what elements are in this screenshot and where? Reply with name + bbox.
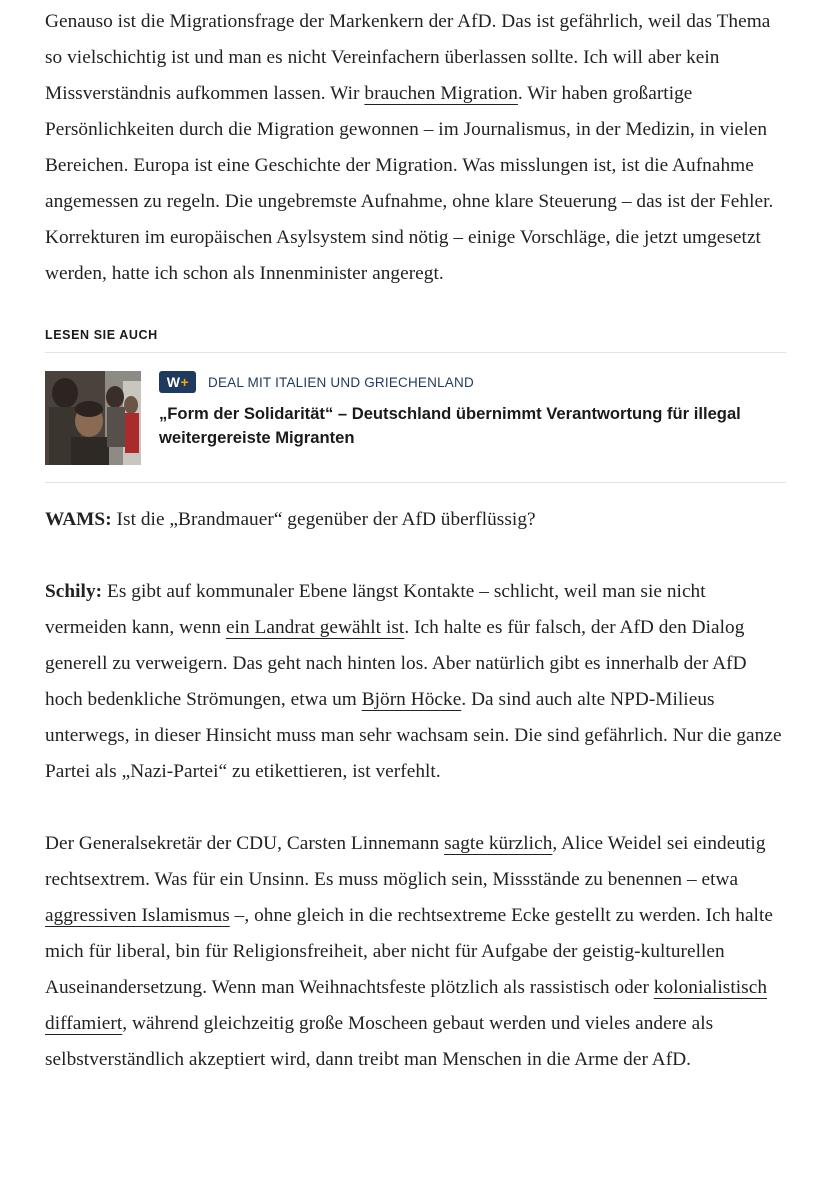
related-article-text bbox=[159, 371, 759, 449]
related-articles bbox=[45, 325, 786, 483]
related-article-card[interactable] bbox=[45, 352, 786, 483]
spacer bbox=[45, 538, 786, 574]
text: . Ich halte es für falsch, der AfD den Dialog generell zu verweigern. Das geht nach hinten los. Aber natürlich gibt es innerhalb der AfD hoch bedenkliche Strömungen, etwa um bbox=[45, 617, 747, 710]
speaker-label: Schily: bbox=[45, 581, 103, 602]
badge-plus: + bbox=[180, 374, 189, 390]
text: . Da sind auch alte NPD-Milieus unterwegs, in dieser Hinsicht muss man sehr wachsam sein. Die sind gefährlich. Nur die ganze Partei als „Nazi-Partei“ zu etikettieren, ist verfehlt. bbox=[45, 689, 782, 782]
text: . Wir haben großartige Persönlichkeiten durch die Migration gewonnen – im Journalismus, in der Medizin, in vielen Bereichen. Europa ist eine Geschichte der Migration. Was misslungen ist, ist die Aufnahme angemessen zu regeln. Die ungebremste Aufnahme, ohne klare Steuerung – das ist der Fehler. Korrekturen im europäischen Asylsystem sind nötig – einige Vorschläge, die jetzt umgesetzt werden, hatte ich schon als Innenminister angeregt. bbox=[45, 83, 774, 284]
badge-letter: W bbox=[166, 374, 180, 390]
paragraph-linnemann bbox=[45, 826, 786, 1078]
related-kicker-row bbox=[159, 371, 759, 393]
text: , während gleichzeitig große Moscheen gebaut werden und vieles andere als selbstverständlich akzeptiert wird, dann treibt man Menschen in die Arme der AfD. bbox=[45, 1013, 714, 1070]
link-sagte-kuerzlich[interactable]: sagte kürzlich bbox=[444, 833, 553, 854]
welt-plus-badge bbox=[159, 371, 196, 393]
text: –, ohne gleich in die rechtsextreme Ecke gestellt zu werden. Ich halte mich für liberal, bin für Religionsfreiheit, aber nicht für Aufgabe der geistig-kulturellen Auseinandersetzung. Wenn man Weihnachtsfeste plötzlich als rassistisch oder bbox=[45, 905, 773, 998]
related-label: LESEN SIE AUCH bbox=[45, 328, 158, 342]
text: Es gibt auf kommunaler Ebene längst Kontakte – schlicht, weil man sie nicht vermeiden kann, wenn bbox=[45, 581, 706, 638]
text: Genauso ist die Migrationsfrage der Markenkern der AfD. Das ist gefährlich, weil das Thema so vielschichtig ist und man es nicht Vereinfachern überlassen sollte. Ich will aber kein Missverständnis aufkommen lassen. Wir bbox=[45, 11, 771, 104]
link-landrat-gewaehlt[interactable]: ein Landrat gewählt ist bbox=[225, 617, 405, 638]
speaker-label: WAMS: bbox=[45, 509, 112, 530]
related-article-title-link[interactable]: „Form der Solidarität“ – Deutschland übernimmt Verantwortung für illegal weitergereiste Migranten bbox=[159, 404, 741, 447]
link-kolonialistisch-diffamiert[interactable]: kolonialistisch diffamiert bbox=[45, 977, 768, 1034]
paragraph-migration bbox=[45, 4, 786, 292]
link-bjoern-hoecke[interactable]: Björn Höcke bbox=[361, 689, 462, 710]
migrants-photo-image bbox=[45, 371, 141, 465]
related-kicker: DEAL MIT ITALIEN UND GRIECHENLAND bbox=[208, 374, 474, 390]
text: , Alice Weidel sei eindeutig rechtsextrem. Was für ein Unsinn. Es muss möglich sein, Missstände zu benennen – etwa bbox=[45, 833, 766, 890]
text: Der Generalsekretär der CDU, Carsten Linnemann bbox=[45, 833, 445, 854]
spacer bbox=[45, 790, 786, 826]
question-paragraph bbox=[45, 502, 786, 538]
related-article-thumbnail[interactable] bbox=[45, 371, 141, 465]
text: Ist die „Brandmauer“ gegenüber der AfD überflüssig? bbox=[111, 509, 536, 530]
link-aggressiven-islamismus[interactable]: aggressiven Islamismus bbox=[45, 905, 230, 926]
link-brauchen-migration[interactable]: brauchen Migration bbox=[364, 83, 518, 104]
answer-paragraph bbox=[45, 574, 786, 790]
article-body bbox=[45, 4, 786, 1078]
